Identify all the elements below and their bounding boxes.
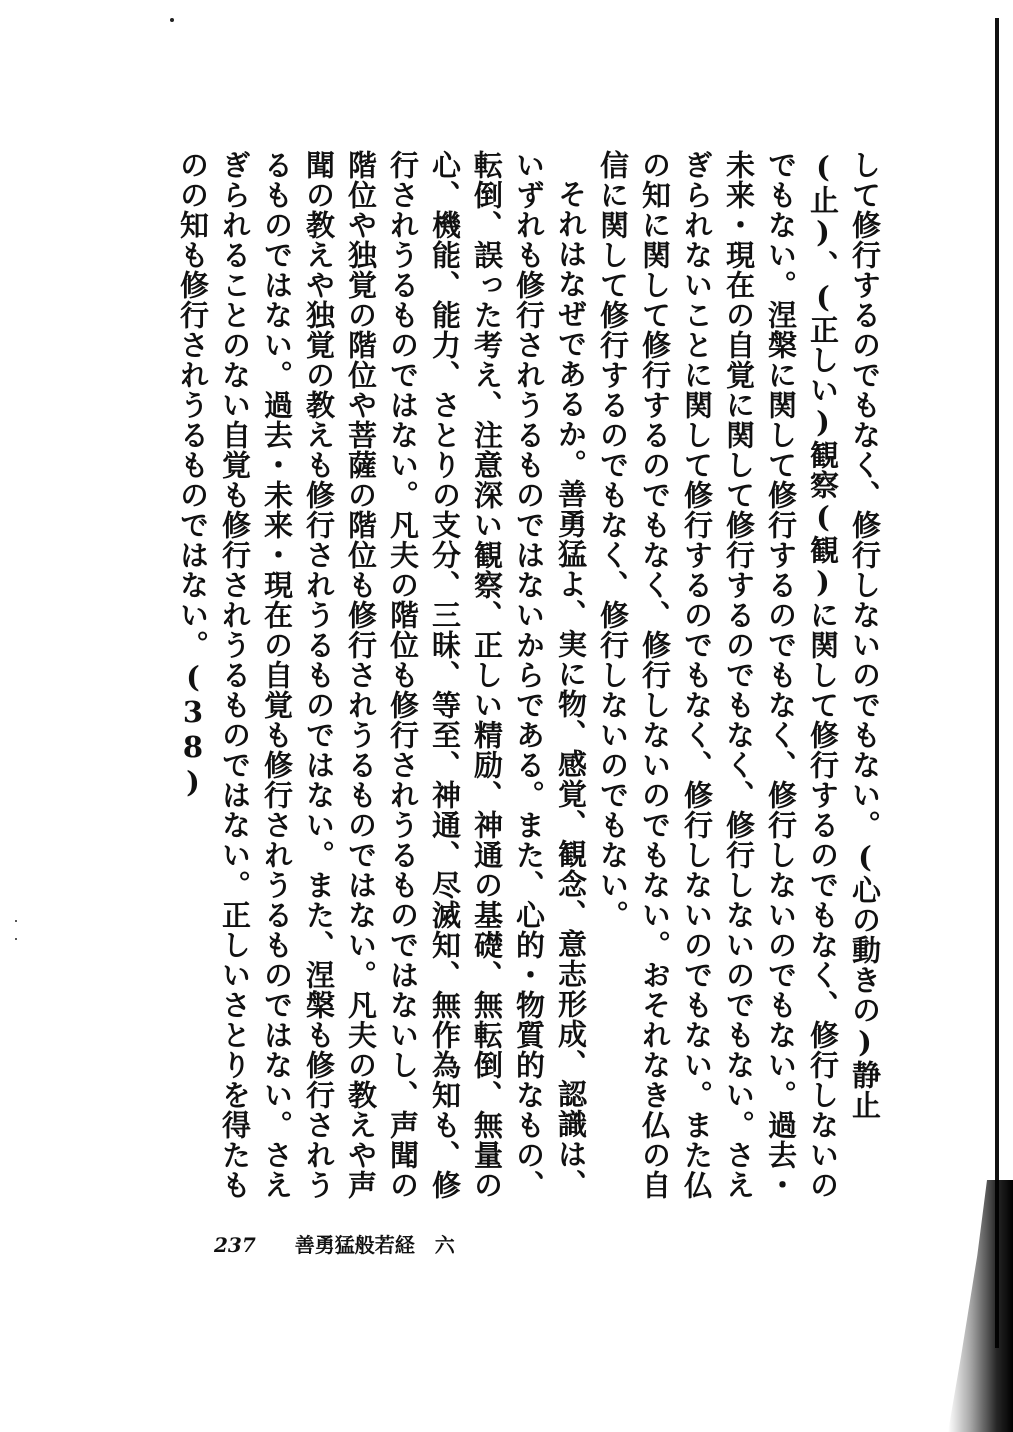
paragraph-2: それはなぜであるか。善勇猛よ、実に物、感覚、観念、意志形成、認識は、いずれも修行されうるものではないからである。また、心的・物質的なもの、転倒、誤った考え、注意深い観察、正しい精励、神通の基礎、無転倒、無量の心、機能、能力、さとりの支分、三昧、等至、神通、尽滅知、無作為知も、修行されうるものではない。凡夫の階位も修行されうるものではないし、声聞の階位や独覚の階位や菩薩の階位も修行されうるものではない。凡夫の教えや声聞の教えや独覚の教えも修行されうるものではない。また、涅槃も修行されうるものではない。過去・未来・現在の自覚も修行されうるものではない。さえぎられることのない自覚も修行されうるものではない。正しいさとりを得たものの知も修行されうるものではない。(38) [176, 150, 588, 1200]
speck-mark [170, 18, 174, 22]
page-footer [214, 1230, 455, 1260]
margin-mark [15, 920, 17, 922]
running-title: 善勇猛般若経 六 [294, 1233, 455, 1257]
page-edge-line [995, 18, 999, 1348]
page-number: 237 [214, 1233, 256, 1257]
paragraph-1: して修行するのでもなく、修行しないのでもない。(心の動きの)静止(止)、(正しい)観察(観)に関して修行するのでもなく、修行しないのでもない。涅槃に関して修行するのでもなく、修行しないのでもない。過去・未来・現在の自覚に関して修行するのでもなく、修行しないのでもない。さえぎられないことに関して修行するのでもなく、修行しないのでもない。また仏の知に関して修行するのでもなく、修行しないのでもない。おそれなき仏の自信に関して修行するのでもなく、修行しないのでもない。 [596, 150, 882, 1200]
margin-mark [15, 938, 17, 940]
page-edge-shadow [948, 1180, 1013, 1432]
body-text [176, 150, 886, 1212]
